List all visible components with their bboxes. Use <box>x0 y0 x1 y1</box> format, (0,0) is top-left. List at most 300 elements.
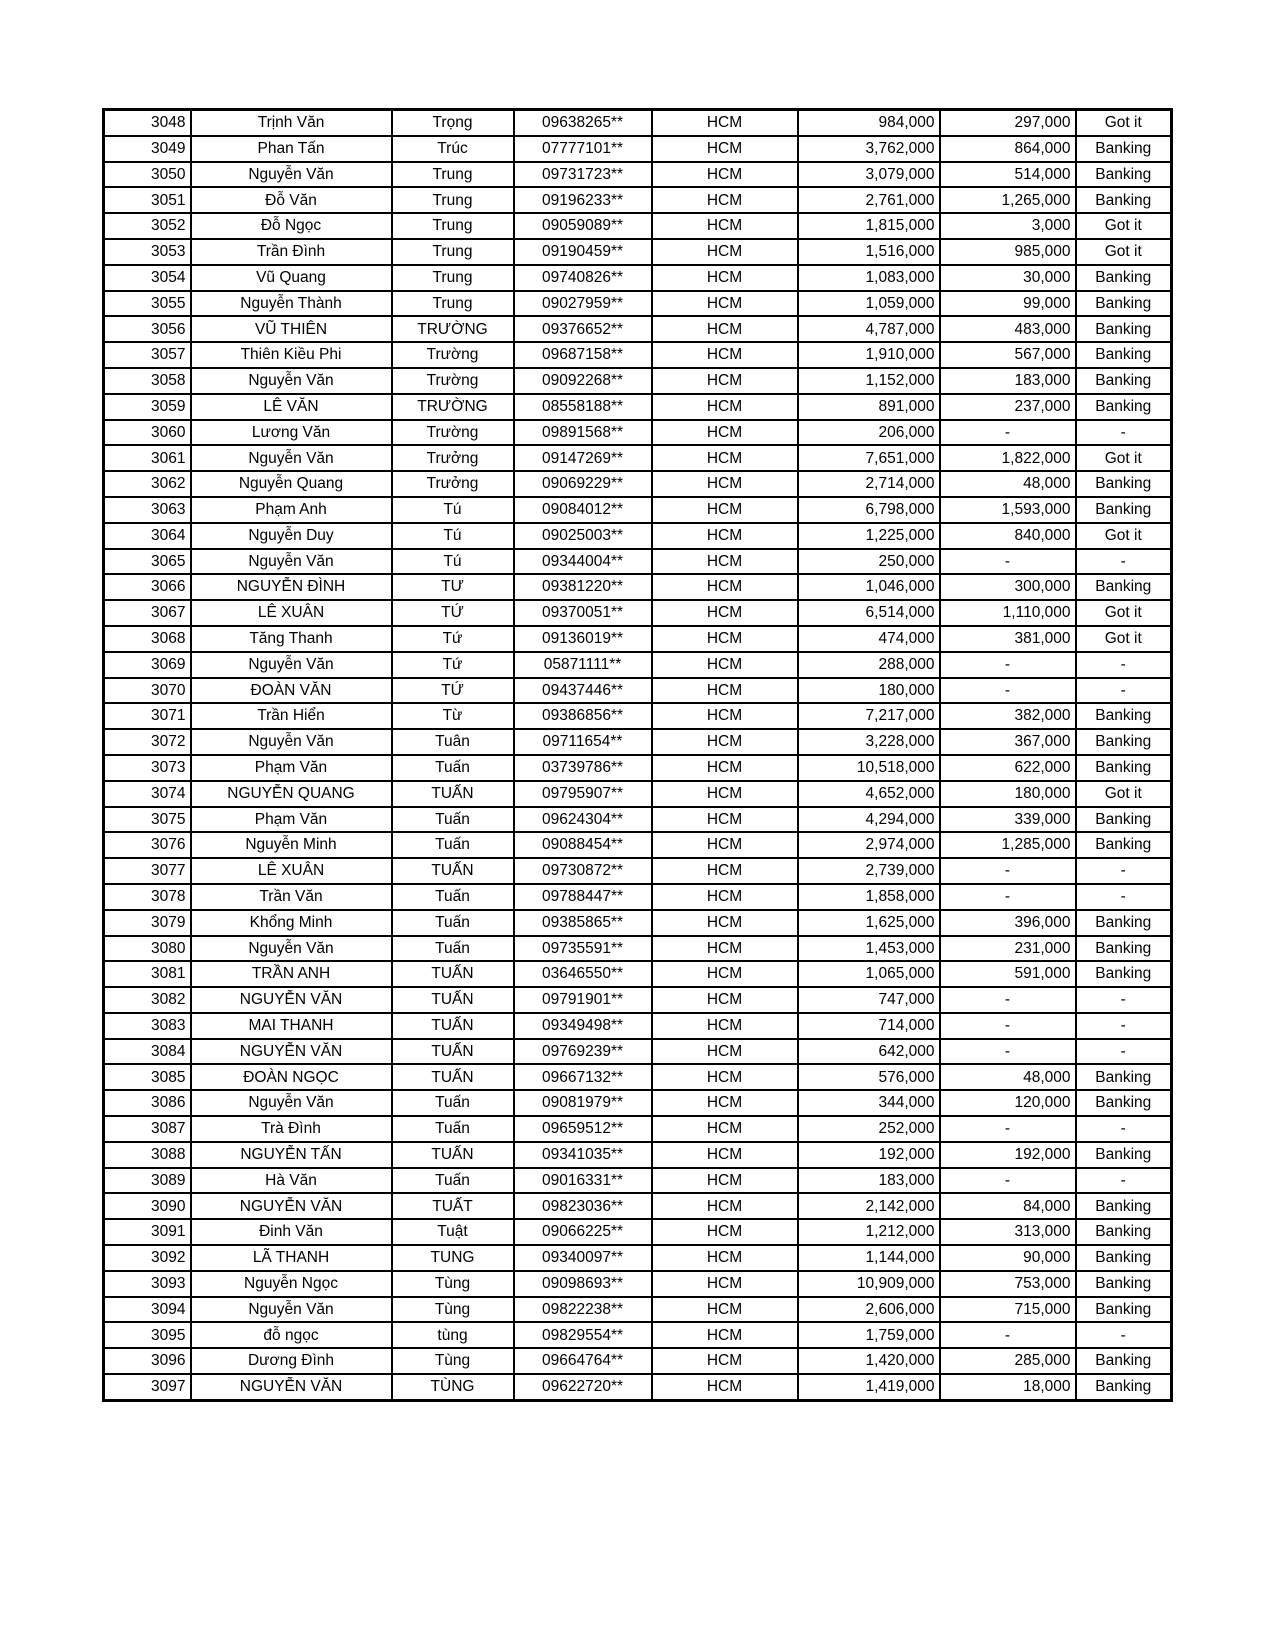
cell-record-id: 3048 <box>104 110 191 136</box>
table-row <box>104 1013 1172 1039</box>
cell-amount-2: - <box>940 1168 1076 1194</box>
cell-city: HCM <box>652 1271 798 1297</box>
table-row <box>104 1322 1172 1348</box>
table-row <box>104 600 1172 626</box>
cell-amount-1: 474,000 <box>798 626 940 652</box>
cell-status: Banking <box>1076 832 1172 858</box>
cell-city: HCM <box>652 807 798 833</box>
cell-record-id: 3087 <box>104 1116 191 1142</box>
cell-last-name: Nguyễn Quang <box>191 471 392 497</box>
cell-last-name: Nguyễn Thành <box>191 291 392 317</box>
table-row <box>104 1090 1172 1116</box>
cell-record-id: 3054 <box>104 265 191 291</box>
cell-phone-masked: 09624304** <box>514 807 652 833</box>
cell-amount-2: 381,000 <box>940 626 1076 652</box>
cell-city: HCM <box>652 781 798 807</box>
cell-city: HCM <box>652 110 798 136</box>
cell-record-id: 3056 <box>104 316 191 342</box>
cell-first-name: tùng <box>392 1322 514 1348</box>
table-row <box>104 471 1172 497</box>
cell-amount-2: 297,000 <box>940 110 1076 136</box>
cell-record-id: 3071 <box>104 703 191 729</box>
cell-record-id: 3067 <box>104 600 191 626</box>
cell-last-name: MAI THANH <box>191 1013 392 1039</box>
table-row <box>104 291 1172 317</box>
cell-first-name: Tùng <box>392 1348 514 1374</box>
cell-amount-2: 753,000 <box>940 1271 1076 1297</box>
cell-last-name: Vũ Quang <box>191 265 392 291</box>
cell-first-name: Trung <box>392 239 514 265</box>
cell-amount-1: 1,625,000 <box>798 910 940 936</box>
cell-amount-2: 192,000 <box>940 1142 1076 1168</box>
cell-phone-masked: 05871111** <box>514 652 652 678</box>
cell-record-id: 3077 <box>104 858 191 884</box>
cell-status: Banking <box>1076 162 1172 188</box>
cell-last-name: VŨ THIÊN <box>191 316 392 342</box>
cell-status: - <box>1076 420 1172 446</box>
cell-city: HCM <box>652 987 798 1013</box>
table-row <box>104 987 1172 1013</box>
cell-amount-1: 1,453,000 <box>798 936 940 962</box>
cell-record-id: 3057 <box>104 342 191 368</box>
cell-phone-masked: 09344004** <box>514 549 652 575</box>
cell-first-name: Trung <box>392 291 514 317</box>
cell-phone-masked: 09667132** <box>514 1064 652 1090</box>
cell-amount-2: - <box>940 678 1076 704</box>
cell-amount-2: 715,000 <box>940 1297 1076 1323</box>
cell-city: HCM <box>652 1374 798 1400</box>
cell-status: Banking <box>1076 265 1172 291</box>
cell-city: HCM <box>652 574 798 600</box>
cell-status: Banking <box>1076 1297 1172 1323</box>
cell-last-name: LÊ XUÂN <box>191 600 392 626</box>
cell-amount-1: 192,000 <box>798 1142 940 1168</box>
cell-city: HCM <box>652 678 798 704</box>
table-row <box>104 1064 1172 1090</box>
cell-record-id: 3050 <box>104 162 191 188</box>
cell-amount-1: 1,059,000 <box>798 291 940 317</box>
cell-amount-1: 2,142,000 <box>798 1193 940 1219</box>
cell-amount-1: 6,798,000 <box>798 497 940 523</box>
table-row <box>104 497 1172 523</box>
cell-status: - <box>1076 1039 1172 1065</box>
table-row <box>104 574 1172 600</box>
cell-phone-masked: 09381220** <box>514 574 652 600</box>
cell-amount-1: 984,000 <box>798 110 940 136</box>
cell-first-name: TUẤN <box>392 1142 514 1168</box>
table-row <box>104 832 1172 858</box>
cell-phone-masked: 08558188** <box>514 394 652 420</box>
cell-record-id: 3083 <box>104 1013 191 1039</box>
cell-first-name: Trường <box>392 420 514 446</box>
cell-last-name: Trần Hiển <box>191 703 392 729</box>
cell-status: Got it <box>1076 110 1172 136</box>
cell-record-id: 3068 <box>104 626 191 652</box>
cell-amount-2: - <box>940 1116 1076 1142</box>
cell-phone-masked: 09340097** <box>514 1245 652 1271</box>
cell-record-id: 3097 <box>104 1374 191 1400</box>
cell-city: HCM <box>652 1039 798 1065</box>
cell-amount-2: - <box>940 987 1076 1013</box>
cell-last-name: Trà Đình <box>191 1116 392 1142</box>
cell-city: HCM <box>652 910 798 936</box>
cell-amount-1: 576,000 <box>798 1064 940 1090</box>
cell-first-name: Tùng <box>392 1271 514 1297</box>
cell-amount-2: 1,265,000 <box>940 187 1076 213</box>
cell-amount-1: 1,083,000 <box>798 265 940 291</box>
cell-phone-masked: 09349498** <box>514 1013 652 1039</box>
cell-phone-masked: 09069229** <box>514 471 652 497</box>
cell-status: Banking <box>1076 1142 1172 1168</box>
cell-first-name: Tuấn <box>392 1090 514 1116</box>
cell-record-id: 3080 <box>104 936 191 962</box>
cell-status: Got it <box>1076 781 1172 807</box>
table-row <box>104 961 1172 987</box>
cell-amount-1: 891,000 <box>798 394 940 420</box>
table-row <box>104 342 1172 368</box>
cell-record-id: 3076 <box>104 832 191 858</box>
cell-last-name: Nguyễn Văn <box>191 1090 392 1116</box>
cell-phone-masked: 09730872** <box>514 858 652 884</box>
cell-phone-masked: 09769239** <box>514 1039 652 1065</box>
cell-amount-2: 1,285,000 <box>940 832 1076 858</box>
cell-status: Banking <box>1076 187 1172 213</box>
table-row <box>104 910 1172 936</box>
cell-amount-2: 180,000 <box>940 781 1076 807</box>
cell-amount-2: - <box>940 884 1076 910</box>
cell-status: Banking <box>1076 729 1172 755</box>
cell-phone-masked: 09059089** <box>514 213 652 239</box>
cell-amount-1: 747,000 <box>798 987 940 1013</box>
cell-status: Banking <box>1076 703 1172 729</box>
cell-record-id: 3058 <box>104 368 191 394</box>
cell-status: Banking <box>1076 1219 1172 1245</box>
cell-status: Got it <box>1076 626 1172 652</box>
cell-phone-masked: 09735591** <box>514 936 652 962</box>
table-row <box>104 678 1172 704</box>
cell-record-id: 3065 <box>104 549 191 575</box>
cell-first-name: Tuân <box>392 729 514 755</box>
cell-record-id: 3090 <box>104 1193 191 1219</box>
cell-city: HCM <box>652 961 798 987</box>
cell-record-id: 3073 <box>104 755 191 781</box>
cell-record-id: 3094 <box>104 1297 191 1323</box>
cell-first-name: TRƯỜNG <box>392 316 514 342</box>
cell-amount-1: 1,152,000 <box>798 368 940 394</box>
cell-last-name: Nguyễn Văn <box>191 1297 392 1323</box>
cell-phone-masked: 09341035** <box>514 1142 652 1168</box>
cell-city: HCM <box>652 1142 798 1168</box>
cell-amount-1: 714,000 <box>798 1013 940 1039</box>
cell-city: HCM <box>652 858 798 884</box>
cell-phone-masked: 09622720** <box>514 1374 652 1400</box>
cell-city: HCM <box>652 549 798 575</box>
cell-city: HCM <box>652 213 798 239</box>
cell-amount-1: 10,909,000 <box>798 1271 940 1297</box>
cell-amount-2: 339,000 <box>940 807 1076 833</box>
cell-amount-2: 237,000 <box>940 394 1076 420</box>
cell-phone-masked: 09088454** <box>514 832 652 858</box>
cell-amount-2: 300,000 <box>940 574 1076 600</box>
cell-record-id: 3055 <box>104 291 191 317</box>
cell-amount-2: 382,000 <box>940 703 1076 729</box>
cell-amount-1: 3,762,000 <box>798 136 940 162</box>
cell-last-name: NGUYỄN QUANG <box>191 781 392 807</box>
cell-last-name: LÊ VĂN <box>191 394 392 420</box>
cell-last-name: NGUYỄN VĂN <box>191 1374 392 1400</box>
cell-amount-1: 3,079,000 <box>798 162 940 188</box>
cell-amount-2: 231,000 <box>940 936 1076 962</box>
cell-status: Banking <box>1076 1374 1172 1400</box>
table-row <box>104 110 1172 136</box>
cell-record-id: 3052 <box>104 213 191 239</box>
cell-first-name: Trung <box>392 213 514 239</box>
cell-amount-1: 1,759,000 <box>798 1322 940 1348</box>
cell-phone-masked: 09386856** <box>514 703 652 729</box>
cell-amount-1: 1,815,000 <box>798 213 940 239</box>
records-table <box>102 108 1173 1402</box>
table-row <box>104 703 1172 729</box>
cell-first-name: Tuấn <box>392 936 514 962</box>
cell-record-id: 3051 <box>104 187 191 213</box>
cell-amount-2: 30,000 <box>940 265 1076 291</box>
cell-amount-2: 48,000 <box>940 471 1076 497</box>
cell-amount-2: 483,000 <box>940 316 1076 342</box>
cell-last-name: Nguyễn Văn <box>191 729 392 755</box>
cell-phone-masked: 09025003** <box>514 523 652 549</box>
cell-amount-2: 18,000 <box>940 1374 1076 1400</box>
cell-record-id: 3063 <box>104 497 191 523</box>
cell-city: HCM <box>652 652 798 678</box>
cell-last-name: Khổng Minh <box>191 910 392 936</box>
table-row <box>104 1193 1172 1219</box>
cell-last-name: LÊ XUÂN <box>191 858 392 884</box>
table-row <box>104 884 1172 910</box>
table-row <box>104 162 1172 188</box>
cell-last-name: Tăng Thanh <box>191 626 392 652</box>
table-row <box>104 394 1172 420</box>
cell-amount-1: 1,420,000 <box>798 1348 940 1374</box>
cell-record-id: 3081 <box>104 961 191 987</box>
cell-last-name: Thiên Kiều Phi <box>191 342 392 368</box>
cell-city: HCM <box>652 265 798 291</box>
cell-phone-masked: 09795907** <box>514 781 652 807</box>
cell-status: Banking <box>1076 136 1172 162</box>
cell-phone-masked: 09081979** <box>514 1090 652 1116</box>
cell-phone-masked: 09829554** <box>514 1322 652 1348</box>
cell-status: Banking <box>1076 807 1172 833</box>
cell-record-id: 3095 <box>104 1322 191 1348</box>
cell-amount-2: 1,593,000 <box>940 497 1076 523</box>
cell-amount-1: 7,651,000 <box>798 445 940 471</box>
cell-phone-masked: 09370051** <box>514 600 652 626</box>
cell-amount-2: 120,000 <box>940 1090 1076 1116</box>
cell-amount-1: 6,514,000 <box>798 600 940 626</box>
cell-amount-1: 10,518,000 <box>798 755 940 781</box>
table-row <box>104 1039 1172 1065</box>
cell-status: - <box>1076 549 1172 575</box>
table-row <box>104 1116 1172 1142</box>
cell-city: HCM <box>652 523 798 549</box>
cell-phone-masked: 09740826** <box>514 265 652 291</box>
cell-first-name: Tứ <box>392 652 514 678</box>
cell-amount-1: 4,787,000 <box>798 316 940 342</box>
cell-record-id: 3086 <box>104 1090 191 1116</box>
cell-amount-2: 514,000 <box>940 162 1076 188</box>
cell-city: HCM <box>652 162 798 188</box>
cell-last-name: Trần Đình <box>191 239 392 265</box>
table-row <box>104 368 1172 394</box>
cell-city: HCM <box>652 1090 798 1116</box>
cell-amount-1: 642,000 <box>798 1039 940 1065</box>
table-row <box>104 652 1172 678</box>
cell-city: HCM <box>652 136 798 162</box>
cell-status: - <box>1076 652 1172 678</box>
cell-amount-1: 1,225,000 <box>798 523 940 549</box>
cell-record-id: 3085 <box>104 1064 191 1090</box>
cell-record-id: 3093 <box>104 1271 191 1297</box>
cell-status: - <box>1076 884 1172 910</box>
cell-last-name: đỗ ngọc <box>191 1322 392 1348</box>
cell-first-name: TRƯỜNG <box>392 394 514 420</box>
cell-record-id: 3074 <box>104 781 191 807</box>
cell-phone-masked: 09823036** <box>514 1193 652 1219</box>
cell-amount-1: 4,652,000 <box>798 781 940 807</box>
cell-city: HCM <box>652 729 798 755</box>
cell-phone-masked: 09791901** <box>514 987 652 1013</box>
cell-amount-1: 180,000 <box>798 678 940 704</box>
cell-amount-2: 183,000 <box>940 368 1076 394</box>
cell-status: Banking <box>1076 316 1172 342</box>
cell-status: Banking <box>1076 1064 1172 1090</box>
cell-last-name: Nguyễn Văn <box>191 445 392 471</box>
cell-phone-masked: 09711654** <box>514 729 652 755</box>
table-row <box>104 807 1172 833</box>
cell-record-id: 3066 <box>104 574 191 600</box>
cell-first-name: Tú <box>392 523 514 549</box>
cell-first-name: Tuấn <box>392 1168 514 1194</box>
cell-record-id: 3096 <box>104 1348 191 1374</box>
cell-record-id: 3082 <box>104 987 191 1013</box>
cell-amount-2: 367,000 <box>940 729 1076 755</box>
cell-first-name: TUẤN <box>392 858 514 884</box>
cell-phone-masked: 09027959** <box>514 291 652 317</box>
cell-city: HCM <box>652 497 798 523</box>
cell-status: Got it <box>1076 213 1172 239</box>
cell-record-id: 3059 <box>104 394 191 420</box>
cell-status: Banking <box>1076 910 1172 936</box>
cell-last-name: Nguyễn Văn <box>191 652 392 678</box>
cell-phone-masked: 09136019** <box>514 626 652 652</box>
cell-status: Banking <box>1076 1271 1172 1297</box>
cell-first-name: Tuấn <box>392 910 514 936</box>
cell-amount-2: 591,000 <box>940 961 1076 987</box>
cell-amount-2: 840,000 <box>940 523 1076 549</box>
table-row <box>104 265 1172 291</box>
cell-amount-2: - <box>940 858 1076 884</box>
cell-status: - <box>1076 987 1172 1013</box>
cell-first-name: TUẤN <box>392 781 514 807</box>
cell-city: HCM <box>652 445 798 471</box>
cell-city: HCM <box>652 1064 798 1090</box>
cell-amount-2: - <box>940 652 1076 678</box>
cell-last-name: Nguyễn Minh <box>191 832 392 858</box>
cell-last-name: Nguyễn Duy <box>191 523 392 549</box>
table-row <box>104 755 1172 781</box>
cell-last-name: Dương Đình <box>191 1348 392 1374</box>
cell-phone-masked: 09092268** <box>514 368 652 394</box>
table-row <box>104 729 1172 755</box>
table-row <box>104 213 1172 239</box>
cell-amount-1: 183,000 <box>798 1168 940 1194</box>
cell-first-name: Tuấn <box>392 832 514 858</box>
table-row <box>104 549 1172 575</box>
cell-phone-masked: 09098693** <box>514 1271 652 1297</box>
cell-first-name: Tuấn <box>392 807 514 833</box>
cell-last-name: Nguyễn Văn <box>191 162 392 188</box>
table-row <box>104 936 1172 962</box>
cell-amount-1: 1,065,000 <box>798 961 940 987</box>
cell-status: Banking <box>1076 291 1172 317</box>
table-row <box>104 1219 1172 1245</box>
cell-first-name: Trung <box>392 265 514 291</box>
cell-first-name: TUẤN <box>392 961 514 987</box>
cell-phone-masked: 07777101** <box>514 136 652 162</box>
cell-amount-1: 1,419,000 <box>798 1374 940 1400</box>
table-row <box>104 1271 1172 1297</box>
cell-amount-1: 3,228,000 <box>798 729 940 755</box>
cell-first-name: Tùng <box>392 1297 514 1323</box>
cell-status: Banking <box>1076 1348 1172 1374</box>
cell-amount-1: 1,212,000 <box>798 1219 940 1245</box>
cell-status: Banking <box>1076 1193 1172 1219</box>
cell-city: HCM <box>652 1297 798 1323</box>
cell-first-name: Trưởng <box>392 445 514 471</box>
cell-record-id: 3062 <box>104 471 191 497</box>
cell-first-name: Tuấn <box>392 884 514 910</box>
cell-status: Banking <box>1076 497 1172 523</box>
table-row <box>104 316 1172 342</box>
table-row <box>104 187 1172 213</box>
cell-amount-1: 250,000 <box>798 549 940 575</box>
cell-first-name: Tuấn <box>392 755 514 781</box>
cell-first-name: Tú <box>392 497 514 523</box>
cell-status: - <box>1076 1116 1172 1142</box>
cell-status: Got it <box>1076 523 1172 549</box>
cell-last-name: Trần Văn <box>191 884 392 910</box>
cell-amount-2: - <box>940 420 1076 446</box>
cell-phone-masked: 09385865** <box>514 910 652 936</box>
cell-amount-1: 1,516,000 <box>798 239 940 265</box>
cell-amount-2: - <box>940 1013 1076 1039</box>
cell-phone-masked: 09822238** <box>514 1297 652 1323</box>
cell-city: HCM <box>652 291 798 317</box>
cell-last-name: TRẦN ANH <box>191 961 392 987</box>
cell-record-id: 3089 <box>104 1168 191 1194</box>
cell-phone-masked: 09731723** <box>514 162 652 188</box>
cell-city: HCM <box>652 884 798 910</box>
cell-city: HCM <box>652 342 798 368</box>
cell-city: HCM <box>652 394 798 420</box>
cell-amount-2: - <box>940 1039 1076 1065</box>
cell-status: Banking <box>1076 574 1172 600</box>
cell-first-name: TỨ <box>392 678 514 704</box>
table-row <box>104 781 1172 807</box>
cell-phone-masked: 09196233** <box>514 187 652 213</box>
cell-amount-1: 344,000 <box>798 1090 940 1116</box>
cell-amount-2: 567,000 <box>940 342 1076 368</box>
cell-first-name: Tú <box>392 549 514 575</box>
